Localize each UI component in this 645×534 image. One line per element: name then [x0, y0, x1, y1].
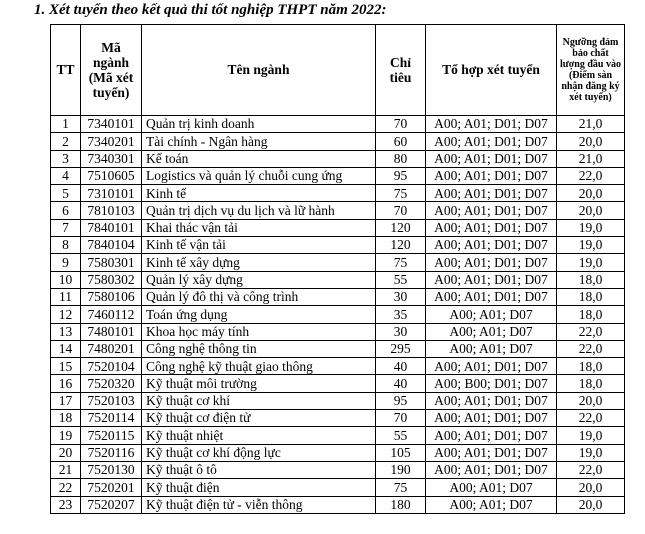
row-nguong-cell: 18,0 — [557, 358, 625, 375]
row-chi-tieu-cell: 40 — [376, 375, 426, 392]
row-nguong-cell: 19,0 — [557, 219, 625, 236]
row-ma-nganh-cell: 7520201 — [81, 479, 142, 496]
table-row — [51, 410, 625, 427]
row-to-hop-cell: A00; A01; D01; D07 — [426, 288, 557, 305]
row-ten-nganh-cell: Kỹ thuật cơ điện tử — [142, 410, 376, 427]
row-chi-tieu-cell: 180 — [376, 496, 426, 513]
row-ma-nganh-cell: 7340201 — [81, 133, 142, 150]
row-chi-tieu-cell: 105 — [376, 444, 426, 461]
row-ma-nganh-cell: 7520114 — [81, 410, 142, 427]
table-row — [51, 340, 625, 357]
row-to-hop-cell: A00; A01; D01; D07 — [426, 185, 557, 202]
row-nguong-cell: 19,0 — [557, 254, 625, 271]
row-nguong-cell: 21,0 — [557, 116, 625, 133]
row-chi-tieu-cell: 75 — [376, 479, 426, 496]
row-to-hop-cell: A00; A01; D01; D07 — [426, 444, 557, 461]
row-tt-cell: 13 — [51, 323, 81, 340]
row-ma-nganh-cell: 7340301 — [81, 150, 142, 167]
row-nguong-cell: 22,0 — [557, 167, 625, 184]
row-nguong-cell: 20,0 — [557, 496, 625, 513]
table-row — [51, 150, 625, 167]
table-row — [51, 116, 625, 133]
row-nguong-cell: 18,0 — [557, 271, 625, 288]
row-nguong-cell: 18,0 — [557, 288, 625, 305]
row-to-hop-cell: A00; A01; D01; D07 — [426, 167, 557, 184]
row-to-hop-cell: A00; A01; D07 — [426, 306, 557, 323]
row-nguong-cell: 20,0 — [557, 185, 625, 202]
row-ten-nganh-cell: Logistics và quản lý chuỗi cung ứng — [142, 167, 376, 184]
row-tt-cell: 7 — [51, 219, 81, 236]
row-ma-nganh-cell: 7580302 — [81, 271, 142, 288]
row-tt-cell: 11 — [51, 288, 81, 305]
row-chi-tieu-cell: 75 — [376, 185, 426, 202]
row-ten-nganh-cell: Kỹ thuật điện tử - viễn thông — [142, 496, 376, 513]
row-nguong-cell: 18,0 — [557, 375, 625, 392]
header-ten-nganh: Tên ngành — [142, 25, 376, 116]
row-ten-nganh-cell: Kỹ thuật ô tô — [142, 461, 376, 478]
row-chi-tieu-cell: 80 — [376, 150, 426, 167]
row-tt-cell: 12 — [51, 306, 81, 323]
row-chi-tieu-cell: 120 — [376, 219, 426, 236]
row-chi-tieu-cell: 30 — [376, 288, 426, 305]
row-ten-nganh-cell: Kỹ thuật cơ khí — [142, 392, 376, 409]
table-row — [51, 479, 625, 496]
row-ten-nganh-cell: Toán ứng dụng — [142, 306, 376, 323]
row-tt-cell: 17 — [51, 392, 81, 409]
row-nguong-cell: 20,0 — [557, 392, 625, 409]
row-tt-cell: 2 — [51, 133, 81, 150]
row-chi-tieu-cell: 75 — [376, 254, 426, 271]
row-ma-nganh-cell: 7520130 — [81, 461, 142, 478]
row-tt-cell: 18 — [51, 410, 81, 427]
row-ma-nganh-cell: 7520104 — [81, 358, 142, 375]
row-tt-cell: 9 — [51, 254, 81, 271]
row-chi-tieu-cell: 70 — [376, 116, 426, 133]
table-row — [51, 237, 625, 254]
row-chi-tieu-cell: 55 — [376, 427, 426, 444]
row-nguong-cell: 22,0 — [557, 340, 625, 357]
row-tt-cell: 19 — [51, 427, 81, 444]
row-chi-tieu-cell: 95 — [376, 167, 426, 184]
section-heading: 1. Xét tuyển theo kết quả thi tốt nghiệp THPT năm 2022: — [34, 2, 387, 18]
table-row — [51, 219, 625, 236]
table-row — [51, 461, 625, 478]
row-nguong-cell: 22,0 — [557, 461, 625, 478]
row-tt-cell: 23 — [51, 496, 81, 513]
row-ten-nganh-cell: Kỹ thuật cơ khí động lực — [142, 444, 376, 461]
row-tt-cell: 4 — [51, 167, 81, 184]
row-tt-cell: 10 — [51, 271, 81, 288]
row-chi-tieu-cell: 95 — [376, 392, 426, 409]
row-chi-tieu-cell: 55 — [376, 271, 426, 288]
row-ten-nganh-cell: Kinh tế xây dựng — [142, 254, 376, 271]
row-ma-nganh-cell: 7580106 — [81, 288, 142, 305]
row-ma-nganh-cell: 7840104 — [81, 237, 142, 254]
row-ten-nganh-cell: Kỹ thuật điện — [142, 479, 376, 496]
row-ten-nganh-cell: Quản lý đô thị và công trình — [142, 288, 376, 305]
header-nguong: Ngưỡng đảm bảo chất lượng đầu vào (Điểm sàn nhận đăng ký xét tuyển) — [557, 25, 625, 116]
row-ten-nganh-cell: Công nghệ kỹ thuật giao thông — [142, 358, 376, 375]
row-nguong-cell: 21,0 — [557, 150, 625, 167]
row-ma-nganh-cell: 7460112 — [81, 306, 142, 323]
row-tt-cell: 22 — [51, 479, 81, 496]
row-ten-nganh-cell: Kinh tế vận tải — [142, 237, 376, 254]
row-chi-tieu-cell: 60 — [376, 133, 426, 150]
admission-table — [50, 24, 625, 514]
row-ten-nganh-cell: Quản lý xây dựng — [142, 271, 376, 288]
row-to-hop-cell: A00; A01; D01; D07 — [426, 461, 557, 478]
row-ma-nganh-cell: 7510605 — [81, 167, 142, 184]
row-ten-nganh-cell: Kế toán — [142, 150, 376, 167]
table-row — [51, 254, 625, 271]
row-to-hop-cell: A00; A01; D01; D07 — [426, 392, 557, 409]
row-ten-nganh-cell: Khoa học máy tính — [142, 323, 376, 340]
row-nguong-cell: 19,0 — [557, 444, 625, 461]
row-ma-nganh-cell: 7340101 — [81, 116, 142, 133]
row-to-hop-cell: A00; A01; D07 — [426, 340, 557, 357]
row-tt-cell: 14 — [51, 340, 81, 357]
table-header-row — [51, 25, 625, 116]
row-ten-nganh-cell: Kinh tế — [142, 185, 376, 202]
row-tt-cell: 8 — [51, 237, 81, 254]
row-chi-tieu-cell: 70 — [376, 410, 426, 427]
row-chi-tieu-cell: 30 — [376, 323, 426, 340]
row-ten-nganh-cell: Tài chính - Ngân hàng — [142, 133, 376, 150]
row-nguong-cell: 20,0 — [557, 133, 625, 150]
row-nguong-cell: 22,0 — [557, 323, 625, 340]
header-ma-nganh: Mã ngành (Mã xét tuyển) — [81, 25, 142, 116]
row-nguong-cell: 18,0 — [557, 306, 625, 323]
table-row — [51, 375, 625, 392]
row-to-hop-cell: A00; A01; D01; D07 — [426, 271, 557, 288]
row-chi-tieu-cell: 35 — [376, 306, 426, 323]
header-chi-tieu: Chỉ tiêu — [376, 25, 426, 116]
row-nguong-cell: 19,0 — [557, 237, 625, 254]
row-to-hop-cell: A00; A01; D01; D07 — [426, 116, 557, 133]
row-tt-cell: 15 — [51, 358, 81, 375]
row-tt-cell: 6 — [51, 202, 81, 219]
table-row — [51, 133, 625, 150]
row-tt-cell: 16 — [51, 375, 81, 392]
row-ten-nganh-cell: Công nghệ thông tin — [142, 340, 376, 357]
row-nguong-cell: 19,0 — [557, 427, 625, 444]
row-ma-nganh-cell: 7310101 — [81, 185, 142, 202]
row-ma-nganh-cell: 7520207 — [81, 496, 142, 513]
row-tt-cell: 3 — [51, 150, 81, 167]
row-ten-nganh-cell: Khai thác vận tải — [142, 219, 376, 236]
row-ten-nganh-cell: Quản trị kinh doanh — [142, 116, 376, 133]
table-row — [51, 167, 625, 184]
row-ma-nganh-cell: 7810103 — [81, 202, 142, 219]
table-row — [51, 427, 625, 444]
row-to-hop-cell: A00; B00; D01; D07 — [426, 375, 557, 392]
row-to-hop-cell: A00; A01; D01; D07 — [426, 254, 557, 271]
row-nguong-cell: 20,0 — [557, 202, 625, 219]
row-tt-cell: 5 — [51, 185, 81, 202]
row-chi-tieu-cell: 70 — [376, 202, 426, 219]
row-nguong-cell: 20,0 — [557, 479, 625, 496]
row-to-hop-cell: A00; A01; D01; D07 — [426, 133, 557, 150]
row-to-hop-cell: A00; A01; D01; D07 — [426, 150, 557, 167]
table-row — [51, 288, 625, 305]
table-row — [51, 496, 625, 513]
row-to-hop-cell: A00; A01; D01; D07 — [426, 410, 557, 427]
row-chi-tieu-cell: 120 — [376, 237, 426, 254]
row-ma-nganh-cell: 7480201 — [81, 340, 142, 357]
row-to-hop-cell: A00; A01; D07 — [426, 479, 557, 496]
table-row — [51, 185, 625, 202]
table-row — [51, 202, 625, 219]
row-to-hop-cell: A00; A01; D07 — [426, 323, 557, 340]
header-tt: TT — [51, 25, 81, 116]
table-row — [51, 306, 625, 323]
row-ma-nganh-cell: 7840101 — [81, 219, 142, 236]
row-chi-tieu-cell: 295 — [376, 340, 426, 357]
row-to-hop-cell: A00; A01; D01; D07 — [426, 427, 557, 444]
table-row — [51, 323, 625, 340]
header-to-hop: Tổ hợp xét tuyển — [426, 25, 557, 116]
row-to-hop-cell: A00; A01; D01; D07 — [426, 219, 557, 236]
row-to-hop-cell: A00; A01; D07 — [426, 496, 557, 513]
row-tt-cell: 1 — [51, 116, 81, 133]
row-ma-nganh-cell: 7520115 — [81, 427, 142, 444]
row-nguong-cell: 22,0 — [557, 410, 625, 427]
table-row — [51, 444, 625, 461]
row-chi-tieu-cell: 190 — [376, 461, 426, 478]
table-row — [51, 358, 625, 375]
row-ma-nganh-cell: 7480101 — [81, 323, 142, 340]
row-tt-cell: 20 — [51, 444, 81, 461]
table-row — [51, 271, 625, 288]
row-ten-nganh-cell: Kỹ thuật môi trường — [142, 375, 376, 392]
row-ma-nganh-cell: 7520103 — [81, 392, 142, 409]
row-chi-tieu-cell: 40 — [376, 358, 426, 375]
row-to-hop-cell: A00; A01; D01; D07 — [426, 237, 557, 254]
row-ten-nganh-cell: Quản trị dịch vụ du lịch và lữ hành — [142, 202, 376, 219]
row-to-hop-cell: A00; A01; D01; D07 — [426, 358, 557, 375]
row-tt-cell: 21 — [51, 461, 81, 478]
row-ma-nganh-cell: 7580301 — [81, 254, 142, 271]
table-row — [51, 392, 625, 409]
row-ma-nganh-cell: 7520320 — [81, 375, 142, 392]
row-ma-nganh-cell: 7520116 — [81, 444, 142, 461]
row-to-hop-cell: A00; A01; D01; D07 — [426, 202, 557, 219]
row-ten-nganh-cell: Kỹ thuật nhiệt — [142, 427, 376, 444]
